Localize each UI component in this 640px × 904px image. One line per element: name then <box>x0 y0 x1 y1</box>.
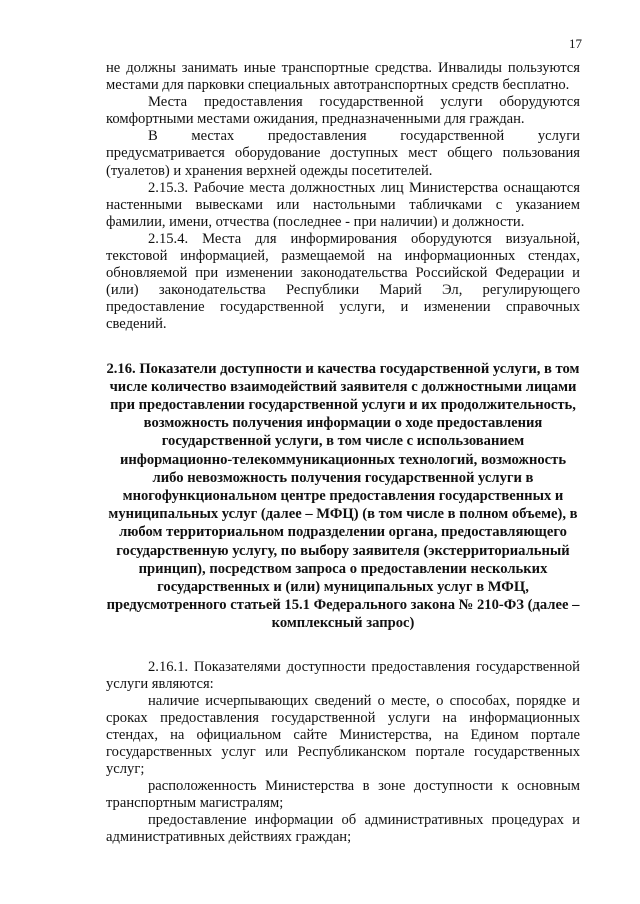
page-number: 17 <box>569 36 582 51</box>
paragraph: наличие исчерпывающих сведений о месте, о способах, порядке и сроках предоставления государственной услуги на информационных стендах, на официальном сайте Министерства, на Едином портале государственных услуг или Республиканском портале государственных услуг; <box>106 692 580 778</box>
paragraph: не должны занимать иные транспортные средства. Инвалиды пользуются местами для парковки специальных автотранспортных средств бесплатно. <box>106 60 580 94</box>
spacer <box>106 633 580 659</box>
paragraph: предоставление информации об административных процедурах и административных действиях граждан; <box>106 812 580 846</box>
paragraph: В местах предоставления государственной услуги предусматривается оборудование доступных мест общего пользования (туалетов) и хранения верхней одежды посетителей. <box>106 128 580 179</box>
paragraph: 2.15.3. Рабочие места должностных лиц Министерства оснащаются настенными вывесками или настольными табличками с указанием фамилии, имени, отчества (последнее - при наличии) и должности. <box>106 179 580 230</box>
section-heading: 2.16. Показатели доступности и качества государственной услуги, в том числе количество взаимодействий заявителя с должностными лицами при предоставлении государственной услуги и их продолжительность, возможность получения информации о ходе предоставления государственной услуги, в том числе с использованием информационно-телекоммуникационных технологий, возможность либо невозможность получения государственной услуги в многофункциональном центре предоставления государственных и муниципальных услуг (далее – МФЦ) (в том числе в полном объеме), в любом территориальном подразделении органа, предоставляющего государственную услугу, по выбору заявителя (экстерриториальный принцип), посредством запроса о предоставлении нескольких государственных и (или) муниципальных услуг в МФЦ, предусмотренного статьей 15.1 Федерального закона № 210-ФЗ (далее – комплексный запрос) <box>106 360 580 632</box>
paragraph: 2.16.1. Показателями доступности предоставления государственной услуги являются: <box>106 658 580 692</box>
paragraph: 2.15.4. Места для информирования оборудуются визуальной, текстовой информацией, размещаемой на информационных стендах, обновляемой при изменении законодательства Российской Федерации и (или) законодательства Республики Марий Эл, регулирующего предоставление государственной услуги, и изменении справочных сведений. <box>106 230 580 333</box>
paragraph: расположенность Министерства в зоне доступности к основным транспортным магистралям; <box>106 778 580 812</box>
document-body <box>106 60 580 847</box>
paragraph: Места предоставления государственной услуги оборудуются комфортными местами ожидания, предназначенными для граждан. <box>106 94 580 128</box>
